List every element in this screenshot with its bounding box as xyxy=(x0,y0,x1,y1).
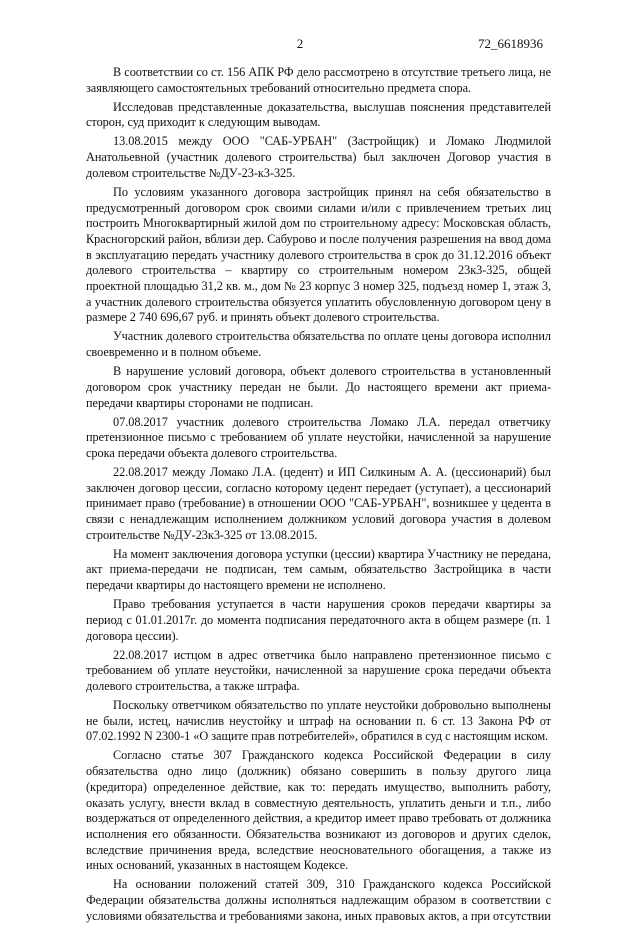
paragraph: 07.08.2017 участник долевого строительства Ломако Л.А. передал ответчику претензионное письмо с требованием об уплате неустойки, начисленной за нарушение срока передачи объекта долевого строительства. xyxy=(86,414,551,460)
paragraph: В нарушение условий договора, объект долевого строительства в установленный договором срок участнику передан не были. До настоящего времени акт приема-передачи квартиры сторонами не подписан. xyxy=(86,364,551,410)
document-body xyxy=(86,65,551,928)
paragraph: По условиям указанного договора застройщик принял на себя обязательство в предусмотренный договором срок своими силами и/или с привлечением третьих лиц построить Многоквартирный жилой дом по строительному адресу: Московская область, Красногорский район, вблизи дер. Сабурово и после получения разрешения на ввод дома в эксплуатацию передать участнику долевого строительства в срок до 31.12.2016 объект долевого строительства – квартиру со строительным номером 23к3-325, общей проектной площадью 31,2 кв. м., дом № 23 корпус 3 номер 325, подъезд номер 1, этаж 3, а участник долевого строительства обязуется уплатить обусловленную договором цену в размере 2 740 696,67 руб. и принять объект долевого строительства. xyxy=(86,184,551,325)
page-number: 2 xyxy=(296,36,304,51)
paragraph: Исследовав представленные доказательства, выслушав пояснения представителей сторон, суд приходит к следующим выводам. xyxy=(86,99,551,130)
paragraph: 13.08.2015 между ООО "САБ-УРБАН" (Застройщик) и Ломако Людмилой Анатольевной (участник долевого строительства) был заключен Договор участия в долевом строительстве №ДУ-23-к3-325. xyxy=(86,134,551,180)
paragraph: 22.08.2017 между Ломако Л.А. (цедент) и ИП Силкиным А. А. (цессионарий) был заключен договор цессии, согласно которому цедент передает (уступает), а цессионарий принимает право (требование) в отношении ООО "САБ-УРБАН", возникшее у цедента в связи с ненадлежащим исполнением должником условий договора участия в долевом строительстве №ДУ-23к3-325 от 13.08.2015. xyxy=(86,464,551,542)
paragraph: Участник долевого строительства обязательства по оплате цены договора исполнил своевременно и в полном объеме. xyxy=(86,329,551,360)
paragraph: Право требования уступается в части нарушения сроков передачи квартиры за период с 01.01.2017г. до момента подписания передаточного акта в общем размере (п. 1 договора цессии). xyxy=(86,597,551,643)
paragraph: Поскольку ответчиком обязательство по уплате неустойки добровольно выполнены не были, истец, начислив неустойку и штраф на основании п. 6 ст. 13 Закона РФ от 07.02.1992 N 2300-1 «О защите прав потребителей», обратился в суд с настоящим иском. xyxy=(86,697,551,744)
paragraph: На основании положений статей 309, 310 Гражданского кодекса Российской Федерации обязательства должны исполняться надлежащим образом в соответствии с условиями обязательства и требованиями закона, иных правовых актов, а при отсутствии xyxy=(86,877,551,923)
paragraph: 22.08.2017 истцом в адрес ответчика было направлено претензионное письмо с требованием об уплате неустойки, начисленной за нарушение срока передачи объекта долевого строительства, а также штрафа. xyxy=(86,647,551,693)
paragraph: Согласно статье 307 Гражданского кодекса Российской Федерации в силу обязательства одно лицо (должник) обязано совершить в пользу другого лица (кредитора) определенное действие, как то: передать имущество, выполнить работу, оказать услугу, внести вклад в совместную деятельность, уплатить деньги и т.п., либо воздержаться от определенного действия, а кредитор имеет право требовать от должника исполнения его обязанности. Обязательства возникают из договоров и других сделок, вследствие причинения вреда, вследствие неосновательного обогащения, а также из иных оснований, указанных в настоящем Кодексе. xyxy=(86,748,551,873)
document-id: 72_6618936 xyxy=(478,36,543,51)
paragraph: На момент заключения договора уступки (цессии) квартира Участнику не передана, акт приема-передачи не подписан, тем самым, обязательство Застройщика в части передачи квартиры до настоящего времени не исполнено. xyxy=(86,546,551,593)
paragraph: В соответствии со ст. 156 АПК РФ дело рассмотрено в отсутствие третьего лица, не заявляющего самостоятельных требований относительно предмета спора. xyxy=(86,65,551,95)
